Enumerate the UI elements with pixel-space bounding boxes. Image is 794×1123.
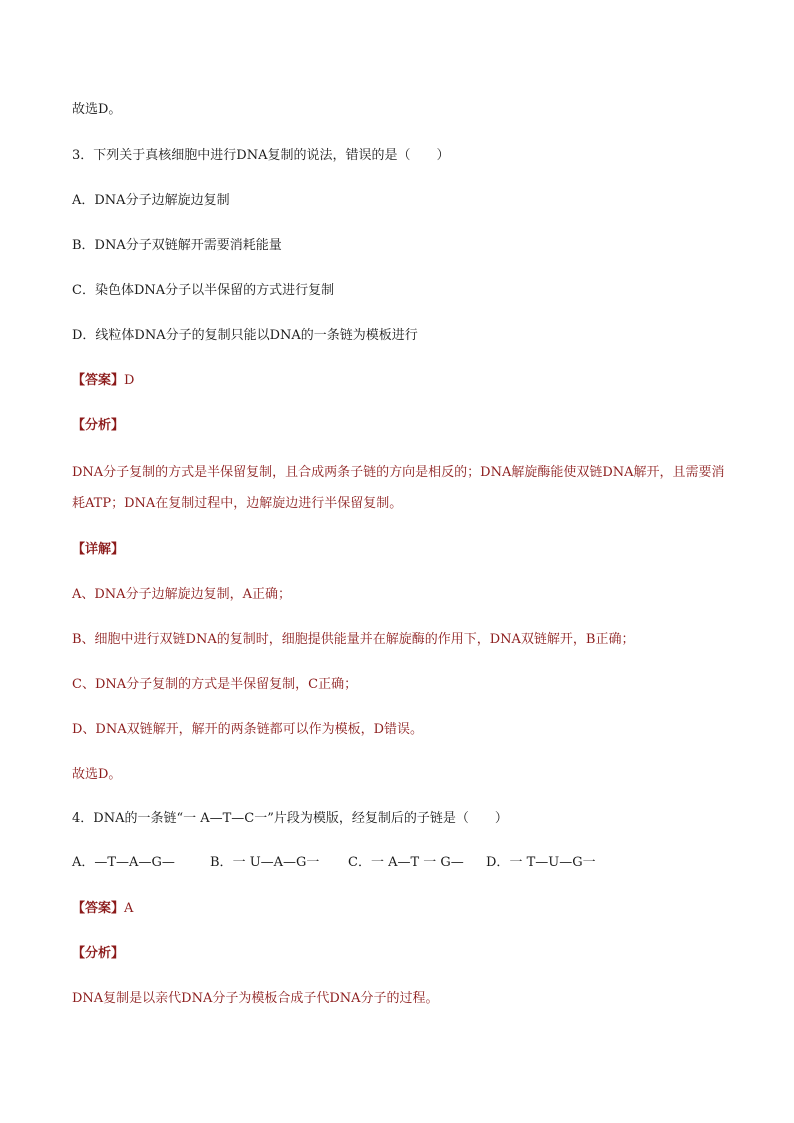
question-4-option-b bbox=[210, 854, 319, 872]
question-3-analysis-label: 【分析】 bbox=[72, 418, 125, 433]
option-label: B． bbox=[210, 855, 233, 870]
answer-label: 【答案】 bbox=[72, 373, 125, 388]
question-4-answer bbox=[72, 900, 133, 918]
question-4-option-c bbox=[348, 854, 464, 872]
option-label: D． bbox=[486, 855, 510, 870]
question-4-stem: 4．DNA的一条链“一 A—T—C一”片段为模版，经复制后的子链是（ ） bbox=[72, 811, 508, 826]
question-4-analysis-label: 【分析】 bbox=[72, 946, 125, 961]
question-3-detail-label: 【详解】 bbox=[72, 542, 125, 557]
option-label: A． bbox=[72, 855, 95, 870]
option-value: 一 A—T 一 G— bbox=[370, 855, 464, 870]
question-4-option-a bbox=[72, 854, 175, 872]
option-label: C． bbox=[348, 855, 371, 870]
answer-value: A bbox=[124, 901, 134, 916]
question-3-option-c: C．染色体DNA分子以半保留的方式进行复制 bbox=[72, 283, 335, 298]
option-value: —T—A—G— bbox=[94, 855, 175, 870]
question-3-option-d: D．线粒体DNA分子的复制只能以DNA的一条链为模板进行 bbox=[72, 328, 418, 343]
question-3-stem: 3．下列关于真核细胞中进行DNA复制的说法，错误的是（ ） bbox=[72, 148, 450, 163]
question-3-detail-c: C、DNA分子复制的方式是半保留复制，C正确； bbox=[72, 677, 358, 692]
question-3-option-b: B．DNA分子双链解开需要消耗能量 bbox=[72, 238, 282, 253]
question-4-option-d bbox=[486, 854, 596, 872]
option-value: 一 U—A—G一 bbox=[232, 855, 320, 870]
question-3-answer bbox=[72, 372, 134, 390]
question-3-detail-b: B、细胞中进行双链DNA的复制时，细胞提供能量并在解旋酶的作用下，DNA双链解开，B正确； bbox=[72, 632, 635, 647]
answer-value: D bbox=[124, 373, 135, 388]
answer-label: 【答案】 bbox=[72, 901, 125, 916]
question-3-conclusion: 故选D。 bbox=[72, 767, 122, 782]
question-3-option-a: A．DNA分子边解旋边复制 bbox=[72, 193, 230, 208]
question-3-analysis-text: DNA分子复制的方式是半保留复制，且合成两条子链的方向是相反的；DNA解旋酶能使双链DNA解开，且需要消耗ATP；DNA在复制过程中，边解旋边进行半保留复制。 bbox=[72, 465, 725, 511]
question-3-detail-d: D、DNA双链解开，解开的两条链都可以作为模板，D错误。 bbox=[72, 722, 424, 737]
previous-conclusion: 故选D。 bbox=[72, 102, 122, 117]
question-3-detail-a: A、DNA分子边解旋边复制，A正确； bbox=[72, 587, 291, 602]
option-value: 一 T—U—G一 bbox=[509, 855, 596, 870]
question-4-analysis-text: DNA复制是以亲代DNA分子为模板合成子代DNA分子的过程。 bbox=[72, 991, 439, 1006]
